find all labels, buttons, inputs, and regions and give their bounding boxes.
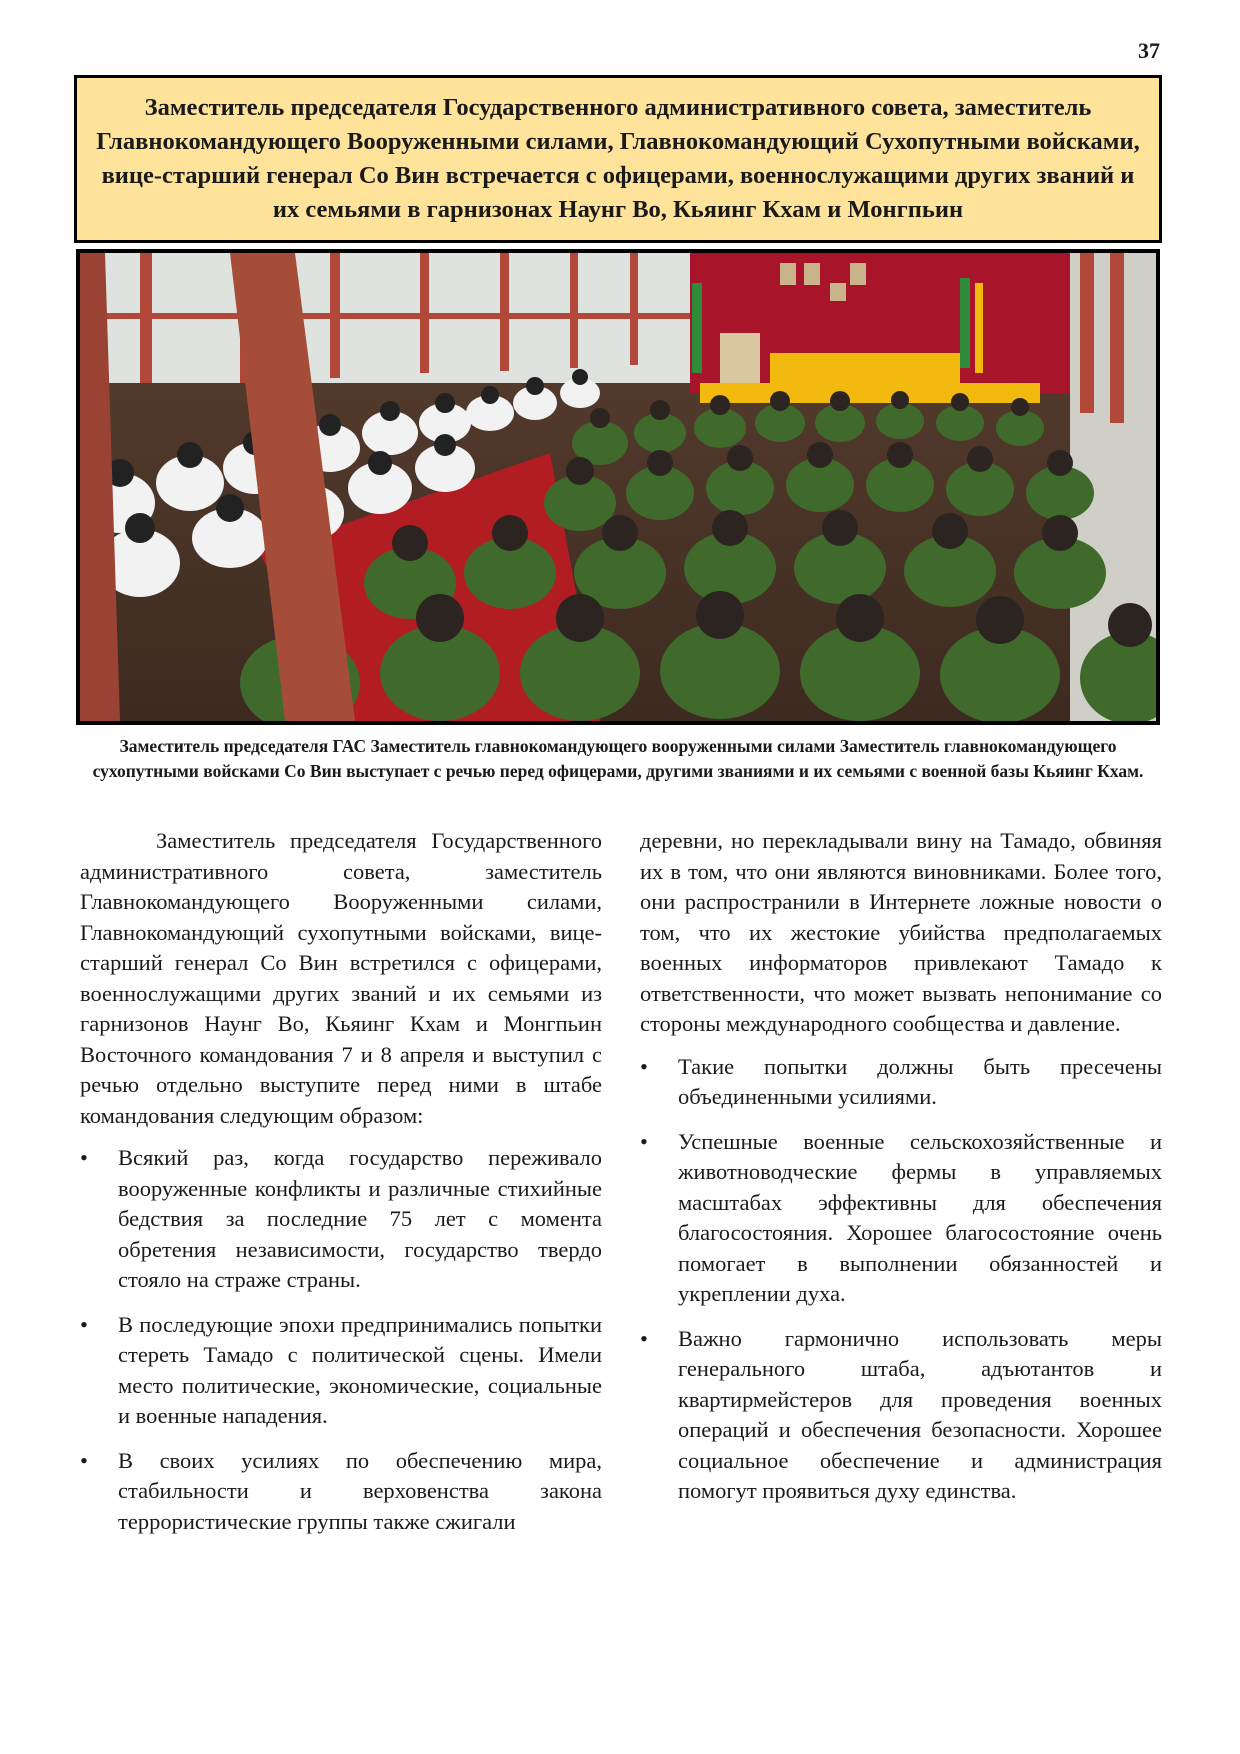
- list-item: • В последующие эпохи предпринимались попытки стереть Тамадо с политической сцены. Имели место политические, экономические, социальные и военные нападения.: [80, 1311, 602, 1428]
- event-photo: [76, 249, 1160, 725]
- column-right: [640, 826, 1162, 1521]
- photo-illustration: [80, 253, 1156, 721]
- bullet-icon: •: [80, 1311, 88, 1337]
- list-item: • В своих усилиях по обеспечению мира, стабильности и верховенства закона террористические группы также сжигали: [80, 1447, 602, 1534]
- intro-paragraph: Заместитель председателя Государственного административного совета, заместитель Главнокомандующего Вооруженными силами, Главнокомандующий сухопутными войсками, вице-старший генерал Со Вин встретился с офицерами, военнослужащими других званий и их семьями из гарнизонов Наунг Во, Кьяинг Кхам и Монгпьин Восточного командования 7 и 8 апреля и выступил с речью отдельно выступите перед ними в штабе командования следующим образом:: [80, 828, 602, 1128]
- bullet-list-right: [640, 1052, 1162, 1507]
- photo-caption: Заместитель председателя ГАС Заместитель главнокомандующего вооруженными силами Заместитель главнокомандующего сухопутными войсками Со Вин выступает с речью перед офицерами, другими званиями и их семьями с военной базы Кьяинг Кхам.: [92, 736, 1144, 781]
- bullet-icon: •: [640, 1325, 648, 1351]
- list-item: • Всякий раз, когда государство переживало вооруженные конфликты и различные стихийные бедствия за последние 75 лет с момента обретения независимости, государство твердо стояло на страже страны.: [80, 1145, 602, 1292]
- headline-box: [74, 75, 1162, 243]
- list-item: • Успешные военные сельскохозяйственные и животноводческие фермы в управляемых масштабах эффективны для обеспечения благосостояния. Хорошее благосостояние очень помогает в выполнении обязанностей и укреплении духа.: [640, 1128, 1162, 1306]
- page-number: 37: [1138, 38, 1160, 63]
- bullet-icon: •: [80, 1447, 88, 1473]
- bullet-icon: •: [640, 1128, 648, 1154]
- bullet-list-left: [80, 1143, 602, 1537]
- list-item: • Такие попытки должны быть пресечены объединенными усилиями.: [640, 1053, 1162, 1109]
- column-left: [80, 826, 602, 1551]
- headline-text: Заместитель председателя Государственного административного совета, заместитель Главнокомандующего Вооруженными силами, Главнокомандующий Сухопутными войсками, вице-старший генерал Со Вин встречается с офицерами, военнослужащими других званий и их семьями в гарнизонах Наунг Во, Кьяинг Кхам и Монгпьин: [96, 94, 1140, 223]
- continued-paragraph: деревни, но перекладывали вину на Тамадо, обвиняя их в том, что они являются виновниками. Более того, они распространили в Интернете ложные новости о том, что их жестокие убийства предполагаемых военных информаторов привлекают Тамадо к ответственности, что может вызвать непонимание со стороны международного сообщества и давление.: [640, 828, 1162, 1036]
- bullet-icon: •: [80, 1145, 88, 1170]
- bullet-icon: •: [640, 1053, 648, 1079]
- list-item: • Важно гармонично использовать меры генерального штаба, адъютантов и квартирмейстеров для проведения военных операций и обеспечения безопасности. Хорошее социальное обеспечение и администрация помогут проявиться духу единства.: [640, 1325, 1162, 1503]
